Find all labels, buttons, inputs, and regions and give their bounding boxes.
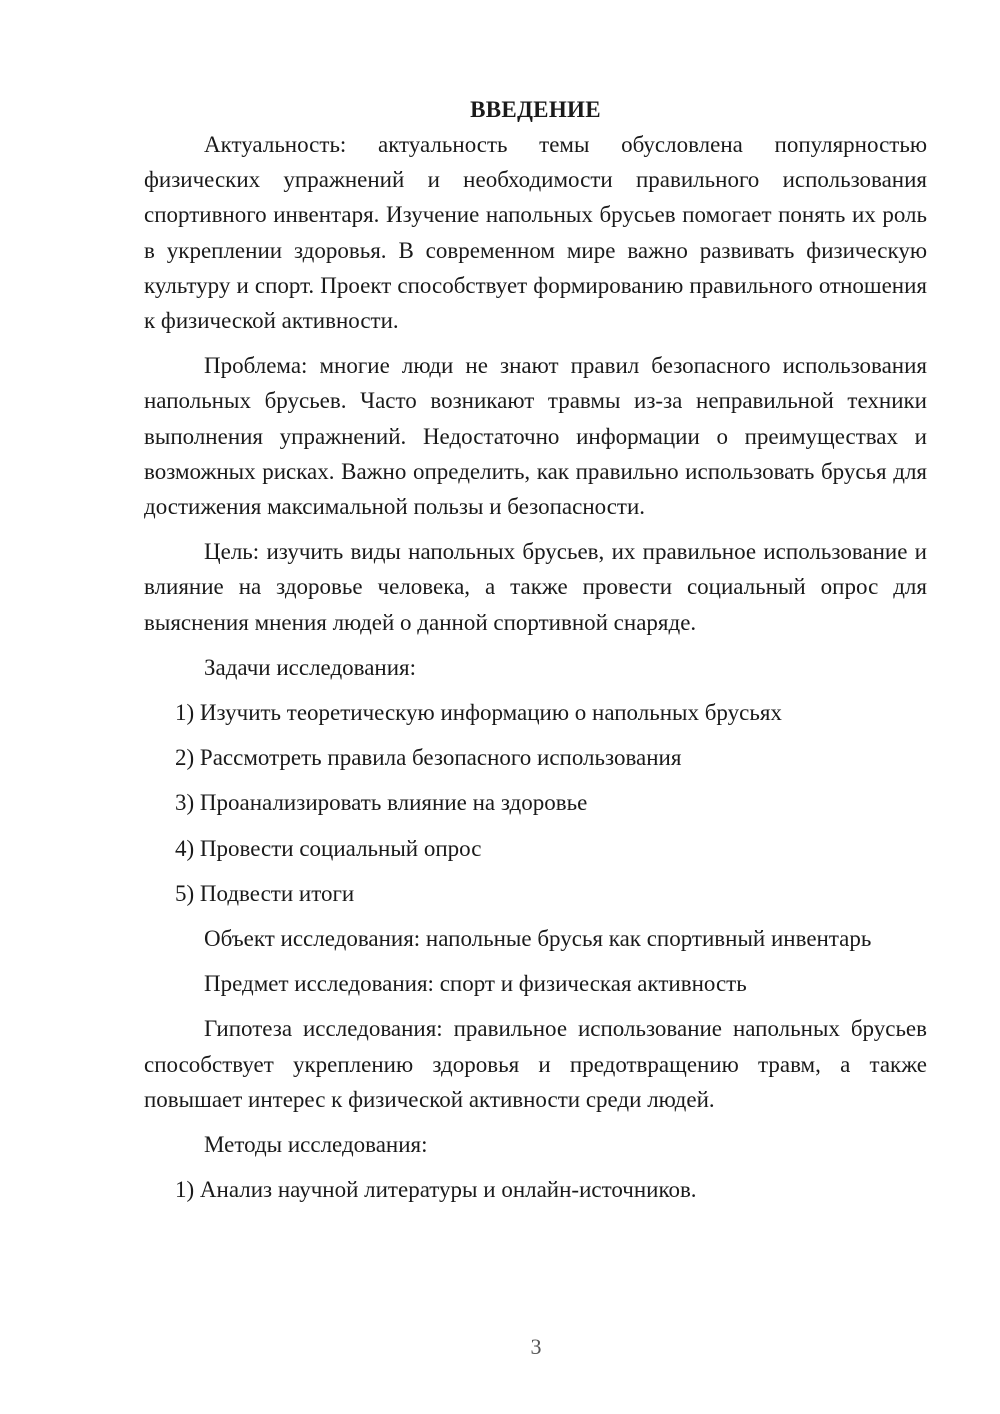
page-number: 3 — [530, 1334, 542, 1359]
relevance-paragraph: Актуальность: актуальность темы обусловлена популярностью физических упражнений и необходимости правильного использования спортивного инвентаря. Изучение напольных брусьев помогает понять их роль в укреплении здоровья. В современном мире важно развивать физическую культуру и спорт. Проект способствует формированию правильного отношения к физической активности. — [144, 132, 927, 334]
list-item: 1) Анализ научной литературы и онлайн-источников. — [175, 1177, 697, 1203]
methods-list — [144, 1172, 927, 1207]
methods-heading: Методы исследования: — [204, 1132, 428, 1158]
list-item: 2) Рассмотреть правила безопасного использования — [175, 745, 682, 771]
page-content — [144, 92, 927, 1217]
tasks-list — [144, 695, 927, 911]
tasks-heading: Задачи исследования: — [204, 654, 417, 680]
object-paragraph: Объект исследования: напольные брусья как спортивный инвентарь — [204, 926, 872, 952]
list-item: 5) Подвести итоги — [175, 880, 355, 906]
hypothesis-paragraph: Гипотеза исследования: правильное использование напольных брусьев способствует укреплению здоровья и предотвращению травм, а также повышает интерес к физической активности среди людей. — [144, 1016, 927, 1112]
goal-paragraph: Цель: изучить виды напольных брусьев, их правильное использование и влияние на здоровье человека, а также провести социальный опрос для выяснения мнения людей о данной спортивной снаряде. — [144, 539, 927, 635]
subject-paragraph: Предмет исследования: спорт и физическая активность — [204, 971, 747, 997]
problem-paragraph: Проблема: многие люди не знают правил безопасного использования напольных брусьев. Часто возникают травмы из-за неправильной техники выполнения упражнений. Недостаточно информации о преимуществах и возможных рисках. Важно определить, как правильно использовать брусья для достижения максимальной пользы и безопасности. — [144, 353, 927, 520]
list-item: 3) Проанализировать влияние на здоровье — [175, 790, 588, 816]
list-item: 4) Провести социальный опрос — [175, 835, 482, 861]
section-title: ВВЕДЕНИЕ — [470, 97, 601, 122]
list-item: 1) Изучить теоретическую информацию о напольных брусьях — [175, 700, 782, 726]
